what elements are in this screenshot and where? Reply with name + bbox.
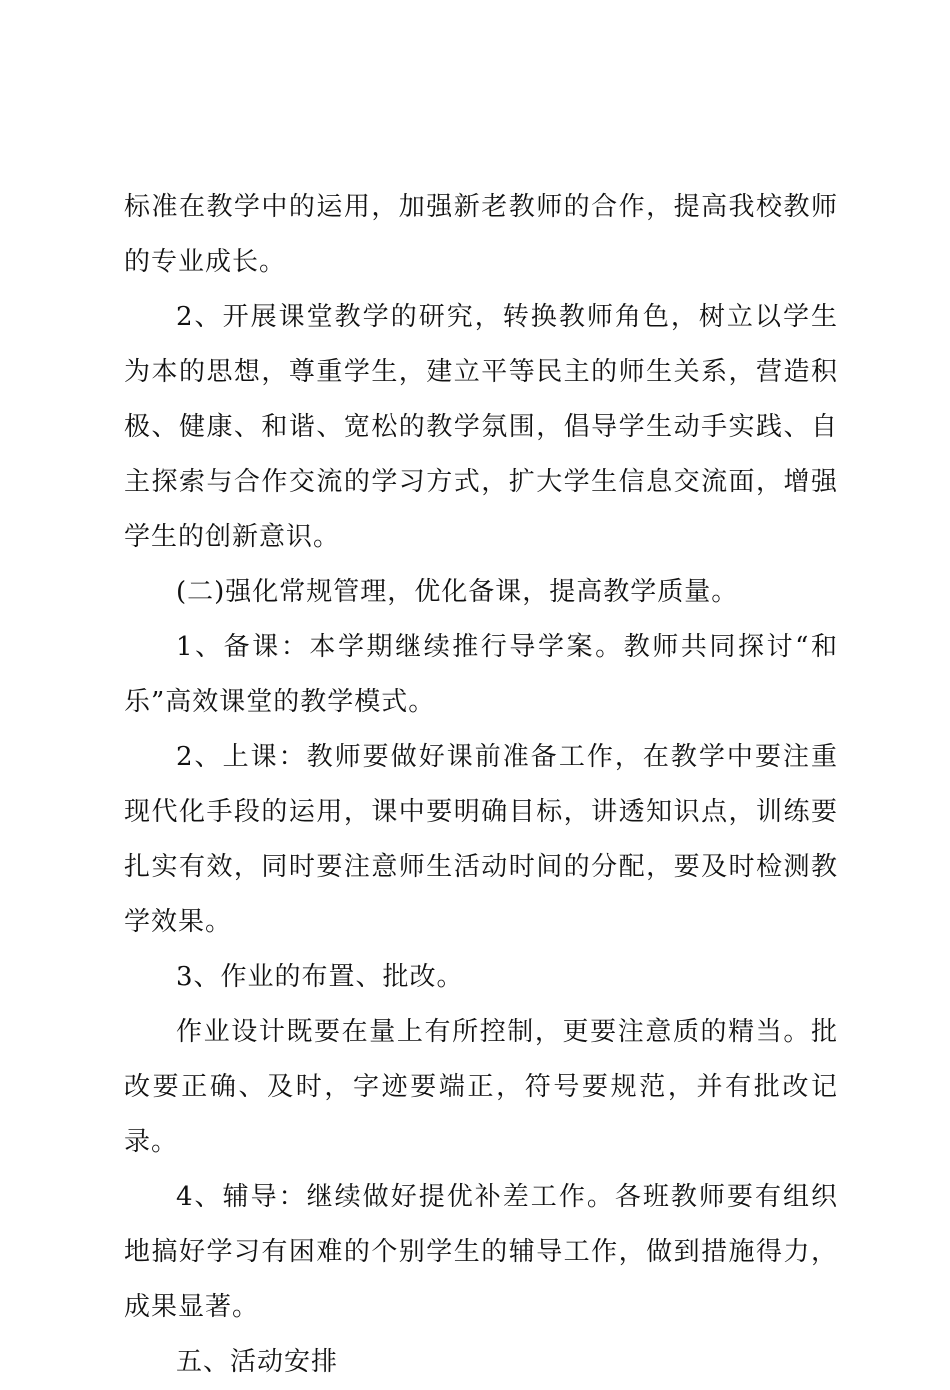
section-heading: (二)强化常规管理，优化备课，提高教学质量。 [176, 577, 739, 607]
paragraph: 标准在教学中的运用，加强新老教师的合作，提高我校教师的专业成长。 [124, 192, 838, 277]
paragraph: 作业设计既要在量上有所控制，更要注意质的精当。批改要正确、及时，字迹要端正，符号要规范，并有批改记录。 [124, 1017, 838, 1157]
paragraph: 1、备课：本学期继续推行导学案。教师共同探讨“和乐”高效课堂的教学模式。 [124, 632, 838, 717]
paragraph: 2、上课：教师要做好课前准备工作，在教学中要注重现代化手段的运用，课中要明确目标，讲透知识点，训练要扎实有效，同时要注意师生活动时间的分配，要及时检测教学效果。 [124, 742, 838, 937]
paragraph: 2、开展课堂教学的研究，转换教师角色，树立以学生为本的思想，尊重学生，建立平等民主的师生关系，营造积极、健康、和谐、宽松的教学氛围，倡导学生动手实践、自主探索与合作交流的学习方式，扩大学生信息交流面，增强学生的创新意识。 [124, 302, 838, 552]
section-heading: 五、活动安排 [176, 1347, 339, 1377]
document-body [124, 180, 838, 1390]
paragraph: 4、辅导：继续做好提优补差工作。各班教师要有组织地搞好学习有困难的个别学生的辅导工作，做到措施得力，成果显著。 [124, 1182, 838, 1322]
paragraph: 3、作业的布置、批改。 [176, 962, 464, 992]
